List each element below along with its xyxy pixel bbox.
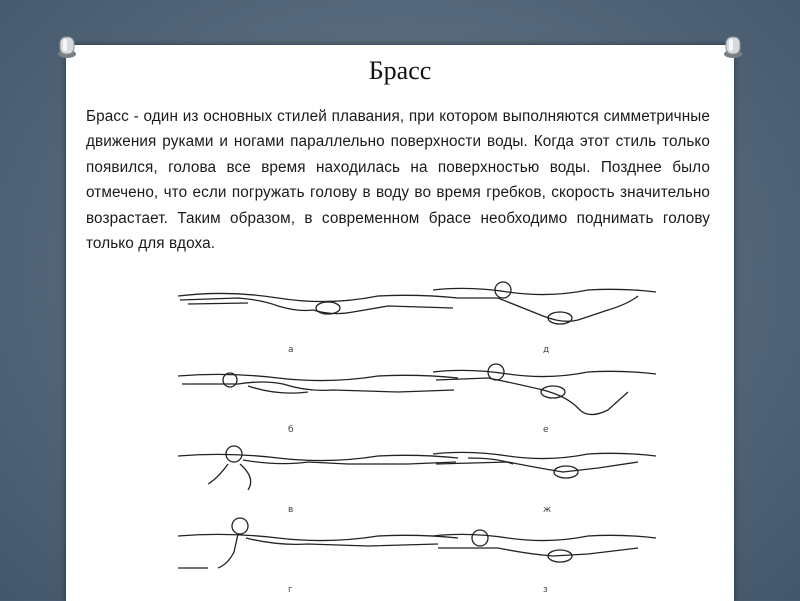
panel-caption: е <box>543 425 549 435</box>
swimmer-figure-h <box>433 530 656 562</box>
swimmer-figure-a <box>178 293 458 314</box>
swimmer-figure-f <box>433 364 656 415</box>
panel-caption: з <box>543 585 548 595</box>
swimmer-figure-e <box>433 282 656 324</box>
panel-caption: а <box>288 345 294 355</box>
panel-caption: в <box>288 505 294 515</box>
swimmer-figure-d <box>178 518 458 568</box>
swimmer-figure-b <box>178 373 458 393</box>
panel-caption: ж <box>543 505 552 515</box>
slide-paragraph: Брасс - один из основных стилей плавания, при котором выполняются симметричные движения руками и ногами параллельно поверхности воды. Когда этот стиль только появился, голова все время находилась на поверхностью воды. Позднее было отмечено, что если погружать голову в воду во время гребков, скорость значительно возрастает. Таким образом, в современном брасе необходимо поднимать голову только для вдоха. <box>86 108 710 253</box>
panel-caption: б <box>288 425 294 435</box>
slide-title: Брасс <box>368 56 432 85</box>
swimmer-figure-g <box>433 452 656 478</box>
panel-caption: г <box>288 585 293 595</box>
panel-caption: д <box>543 345 550 355</box>
breaststroke-illustration <box>168 268 662 600</box>
swimmer-figure-c <box>178 446 458 490</box>
